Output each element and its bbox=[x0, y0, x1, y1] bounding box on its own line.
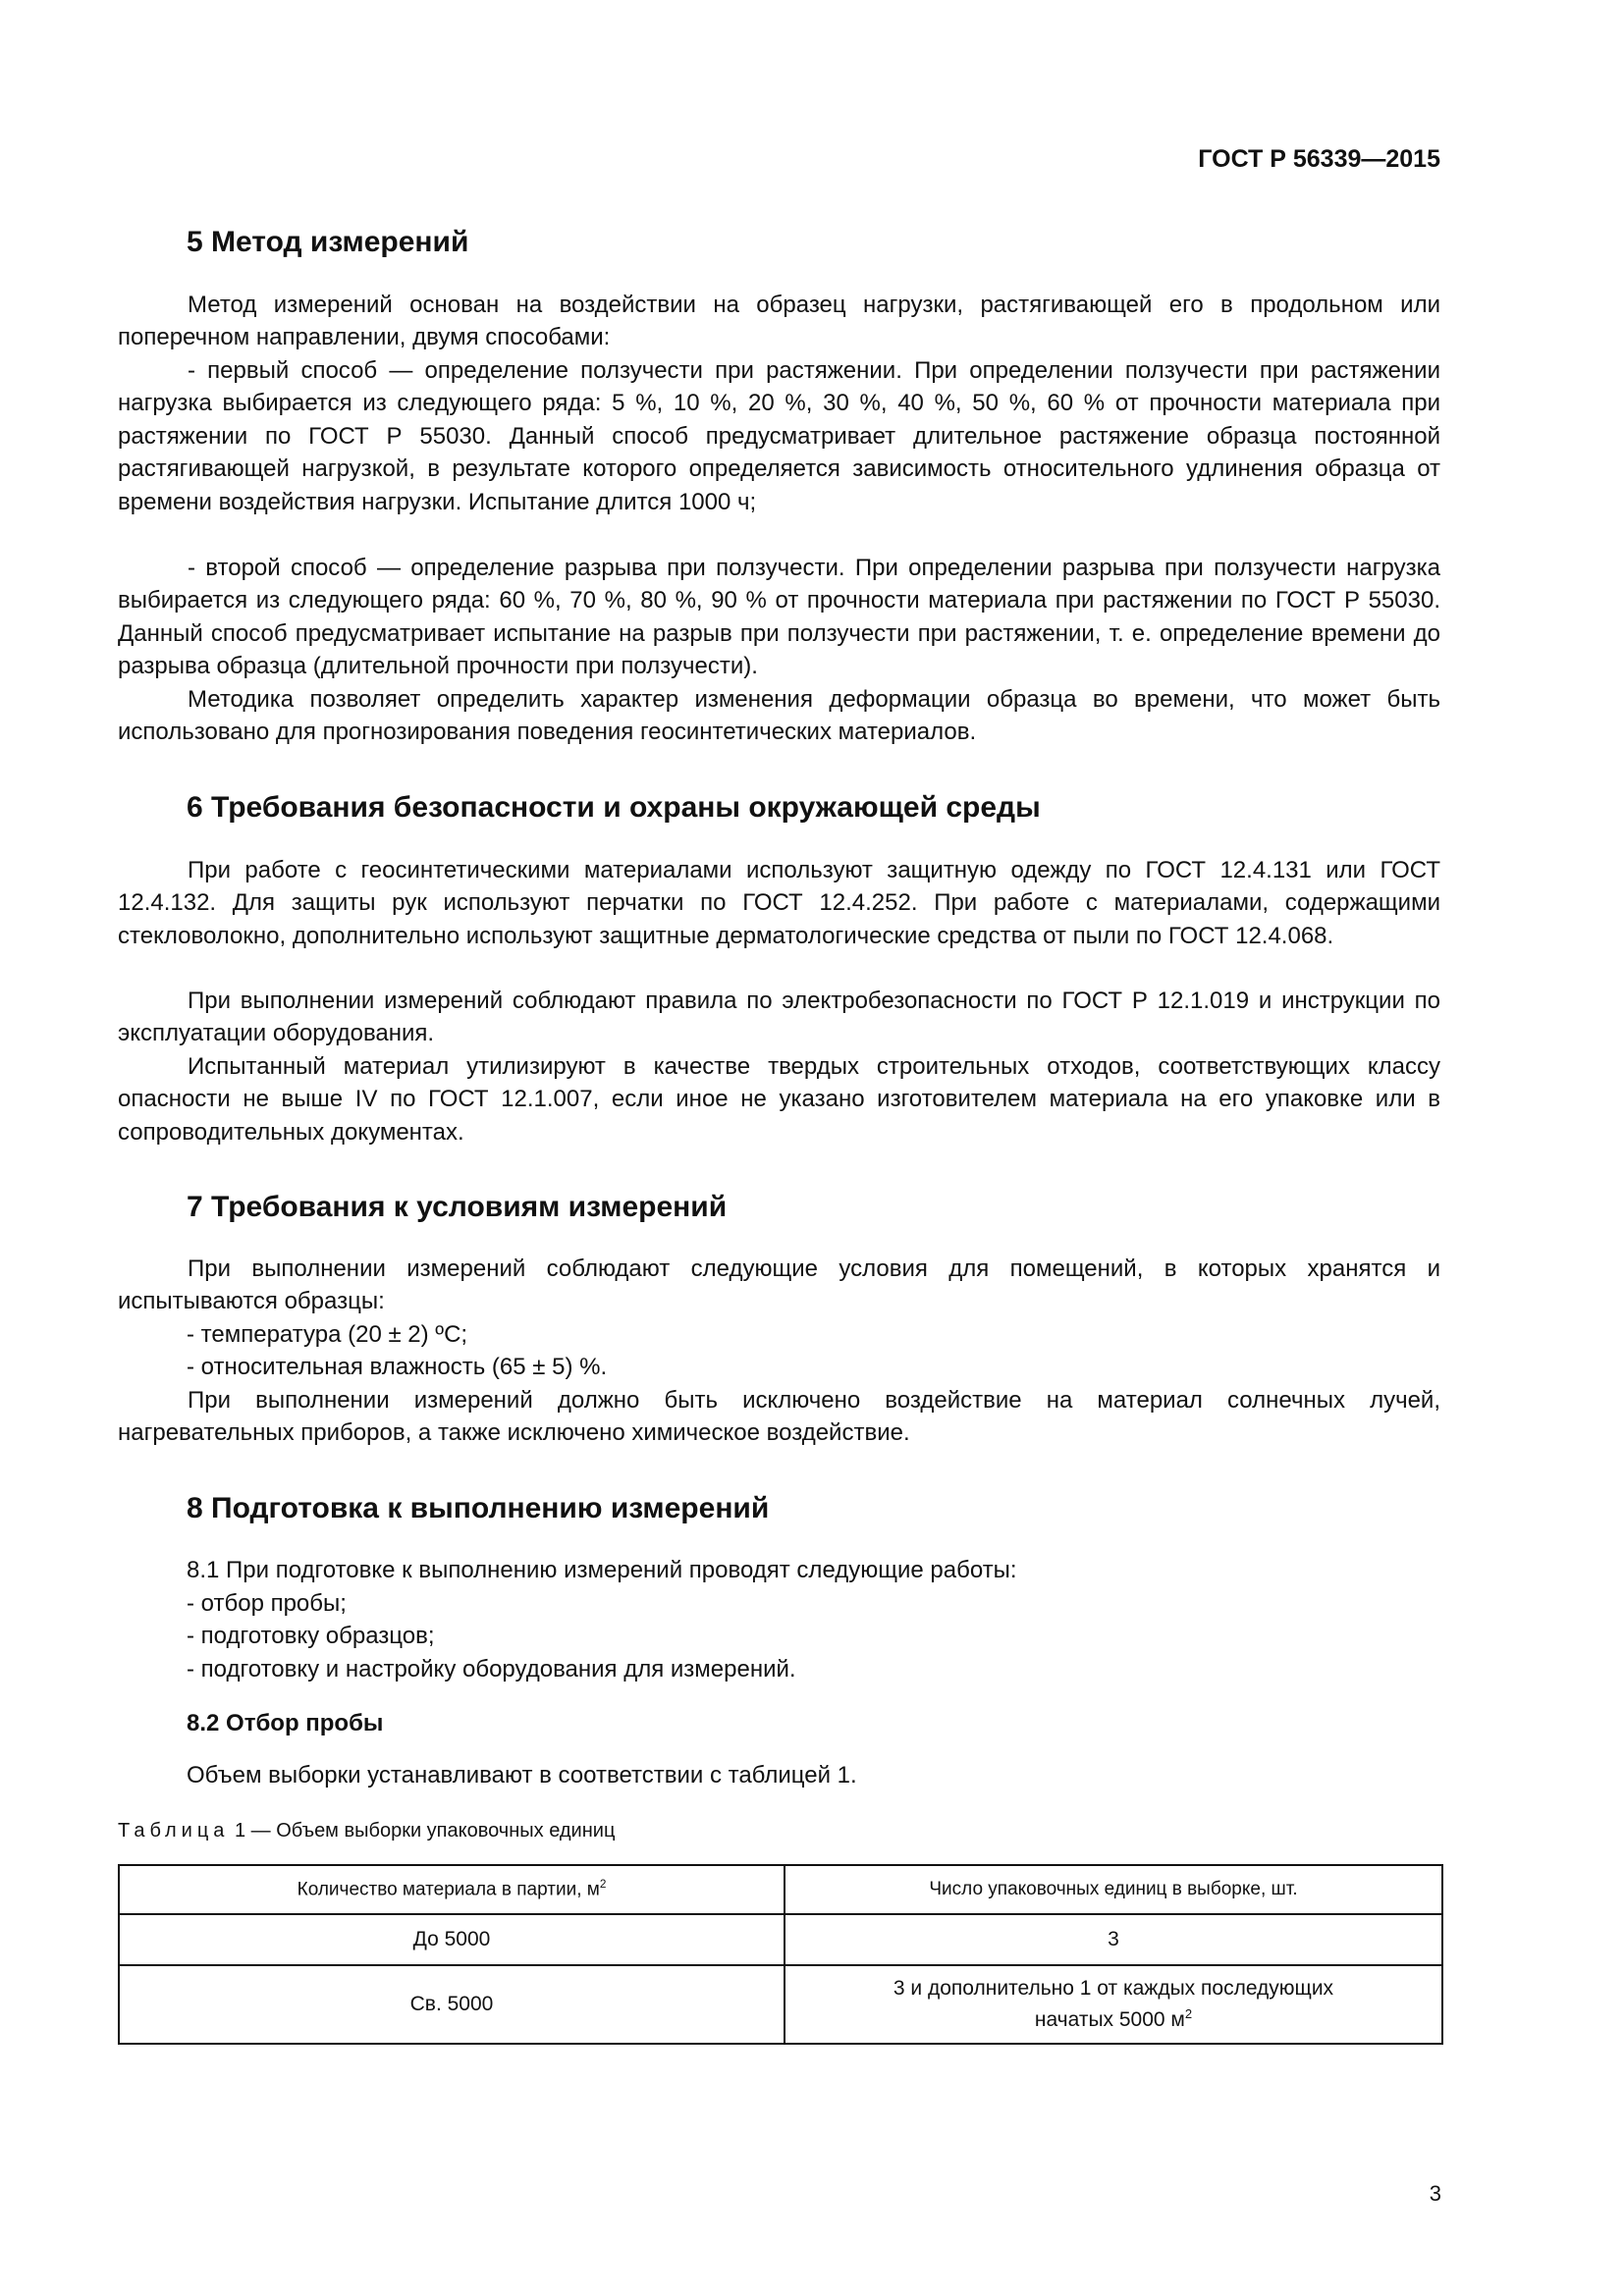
section-6-para-1: При работе с геосинтетическими материалами используют защитную одежду по ГОСТ 12.4.131 или ГОСТ 12.4.132. Для защиты рук используют перчатки по ГОСТ 12.4.252. При работе с материалами, содержащими стекловолокно, дополнительно используют защитные дерматологические средства от пыли по ГОСТ 12.4.068. bbox=[118, 857, 1440, 949]
section-6-title: 6 Требования безопасности и охраны окружающей среды bbox=[187, 791, 1041, 824]
table-row bbox=[119, 1914, 1442, 1965]
section-5-intro: Метод измерений основан на воздействии на образец нагрузки, растягивающей его в продольном или поперечном направлении, двумя способами: bbox=[118, 292, 1440, 351]
section-8-1-para: 8.1 При подготовке к выполнению измерений проводят следующие работы: bbox=[187, 1557, 1017, 1583]
table-header-units: Число упаковочных единиц в выборке, шт. bbox=[785, 1865, 1442, 1914]
section-7-title: 7 Требования к условиям измерений bbox=[187, 1191, 728, 1223]
table-caption-label: Таблица bbox=[118, 1820, 230, 1842]
table-cell: До 5000 bbox=[119, 1914, 785, 1965]
section-8-2-title: 8.2 Отбор пробы bbox=[187, 1710, 384, 1736]
section-5-title: 5 Метод измерений bbox=[187, 226, 469, 258]
section-8-item-1: - отбор пробы; bbox=[187, 1590, 347, 1617]
section-6-para-2: При выполнении измерений соблюдают правила по электробезопасности по ГОСТ Р 12.1.019 и инструкции по эксплуатации оборудования. bbox=[118, 988, 1440, 1047]
page-number: 3 bbox=[1429, 2181, 1441, 2206]
section-7-para-2: При выполнении измерений должно быть исключено воздействие на материал солнечных лучей, нагревательных приборов, а также исключено химическое воздействие. bbox=[118, 1387, 1440, 1447]
section-5-item-2: - второй способ — определение разрыва при ползучести. При определении разрыва при ползучести нагрузка выбирается из следующего ряда: 60 %, 70 %, 80 %, 90 % от прочности материала при растяжении по ГОСТ Р 55030. Данный способ предусматривает испытание на разрыв при ползучести при растяжении, т. е. определение времени до разрыва образца (длительной прочности при ползучести). bbox=[118, 555, 1440, 680]
section-5-item-1: - первый способ — определение ползучести при растяжении. При определении ползучести при растяжении нагрузка выбирается из следующего ряда: 5 %, 10 %, 20 %, 30 %, 40 %, 50 %, 60 % от прочности материала при растяжении по ГОСТ Р 55030. Данный способ предусматривает длительное растяжение образца постоянной растягивающей нагрузкой, в результате которого определяется зависимость относительного удлинения образца от времени воздействия нагрузки. Испытание длится 1000 ч; bbox=[118, 357, 1440, 515]
table-caption bbox=[118, 1820, 615, 1842]
document-code: ГОСТ Р 56339—2015 bbox=[1198, 145, 1440, 173]
section-7-item-1: - температура (20 ± 2) ºC; bbox=[187, 1321, 468, 1348]
section-7-item-2: - относительная влажность (65 ± 5) %. bbox=[187, 1354, 608, 1380]
table-cell: 3 и дополнительно 1 от каждых последующих начатых 5000 $м^2$ bbox=[785, 1965, 1442, 2044]
section-5-outro: Методика позволяет определить характер изменения деформации образца во времени, что может быть использовано для прогнозирования поведения геосинтетических материалов. bbox=[118, 686, 1440, 746]
section-8-title: 8 Подготовка к выполнению измерений bbox=[187, 1492, 770, 1524]
table-header-quantity: Количество материала в партии, $м^2$ bbox=[119, 1865, 785, 1914]
section-8-item-3: - подготовку и настройку оборудования для измерений. bbox=[187, 1656, 796, 1682]
section-7-para-1: При выполнении измерений соблюдают следующие условия для помещений, в которых хранятся и испытываются образцы: bbox=[118, 1255, 1440, 1315]
table-cell: 3 bbox=[785, 1914, 1442, 1965]
section-8-item-2: - подготовку образцов; bbox=[187, 1623, 435, 1649]
table-caption-text: 1 — Объем выборки упаковочных единиц bbox=[229, 1820, 616, 1842]
table-header-row bbox=[119, 1865, 1442, 1914]
table-row bbox=[119, 1965, 1442, 2044]
section-8-2-para: Объем выборки устанавливают в соответствии с таблицей 1. bbox=[187, 1762, 857, 1789]
table-cell: Св. 5000 bbox=[119, 1965, 785, 2044]
section-6-para-3: Испытанный материал утилизируют в качестве твердых строительных отходов, соответствующих классу опасности не выше IV по ГОСТ 12.1.007, если иное не указано изготовителем материала на его упаковке или в сопроводительных документах. bbox=[118, 1053, 1440, 1146]
sample-size-table bbox=[118, 1864, 1443, 2045]
